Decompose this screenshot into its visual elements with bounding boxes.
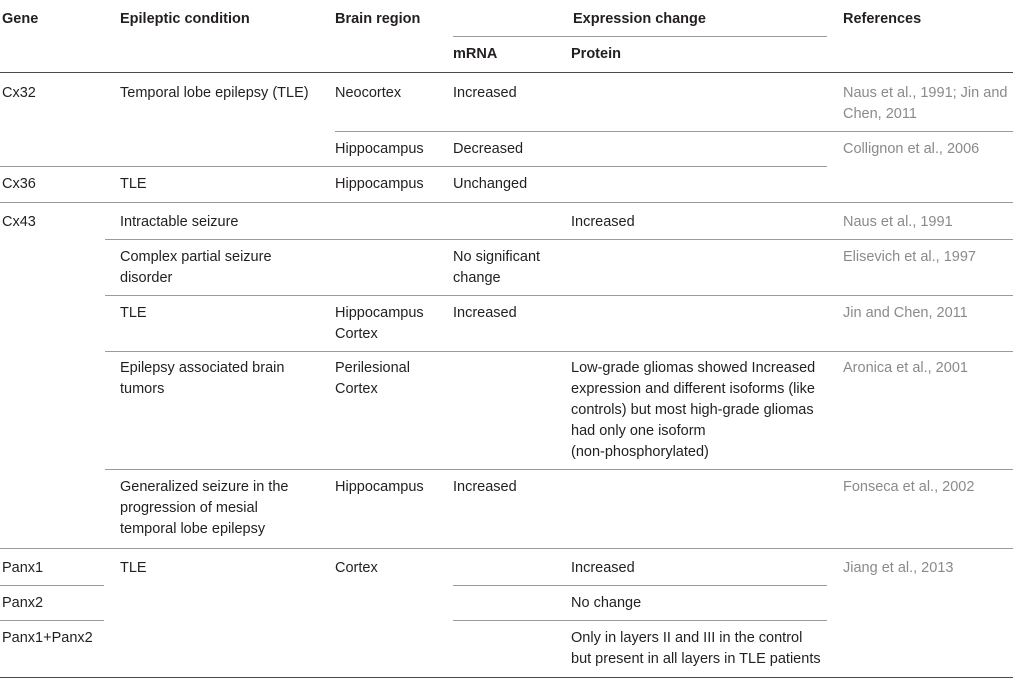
mrna-cell: Increased [453,479,517,495]
mrna-cell: Unchanged [453,176,528,192]
condition-cell: disorder [120,270,173,286]
header-epileptic-condition: Epileptic condition [120,11,250,27]
mrna-cell: No significant [453,249,541,265]
row-divider [453,585,827,586]
protein-cell: but present in all layers in TLE patients [571,651,821,667]
gene-cx43: Cx43 [2,214,36,230]
mrna-cell: change [453,270,501,286]
condition-cell: progression of mesial [120,500,258,516]
row-divider [335,131,1013,132]
protein-cell: had only one isoform [571,423,706,439]
gene-panx2: Panx2 [2,595,44,611]
mrna-cell: Increased [453,85,517,101]
row-divider [0,548,1013,549]
condition-cell: tumors [120,381,165,397]
mrna-cell: Increased [453,305,517,321]
mrna-cell: Decreased [453,141,524,157]
protein-cell: No change [571,595,642,611]
region-cell: Neocortex [335,85,402,101]
region-cell: Perilesional [335,360,410,376]
region-cell: Hippocampus [335,305,424,321]
expression-subheader-rule [453,36,827,37]
condition-cell: TLE [120,305,147,321]
row-divider [0,620,104,621]
reference-cell: Collignon et al., 2006 [843,141,980,157]
reference-cell: Jin and Chen, 2011 [843,305,968,321]
reference-cell: Aronica et al., 2001 [843,360,968,376]
reference-cell: Jiang et al., 2013 [843,560,954,576]
region-cell: Hippocampus [335,176,424,192]
row-divider [105,469,1013,470]
header-protein: Protein [571,46,621,62]
gene-cx36: Cx36 [2,176,36,192]
table-bottom-rule [0,677,1013,678]
protein-cell: Low-grade gliomas showed Increased [571,360,816,376]
region-cell: Cortex [335,326,378,342]
reference-cell: Elisevich et al., 1997 [843,249,976,265]
header-expression-change: Expression change [573,11,706,27]
protein-cell: Increased [571,560,635,576]
gene-panx1-panx2: Panx1+Panx2 [2,630,93,646]
header-gene: Gene [2,11,39,27]
row-divider [105,295,1013,296]
condition-cell: Temporal lobe epilepsy (TLE) [120,85,309,101]
header-mrna: mRNA [453,46,498,62]
condition-cell: temporal lobe epilepsy [120,521,266,537]
row-divider [105,351,1013,352]
condition-cell: TLE [120,176,147,192]
region-cell: Cortex [335,381,378,397]
condition-cell: TLE [120,560,147,576]
row-divider [0,202,1013,203]
reference-cell: Chen, 2011 [843,106,917,122]
reference-cell: Naus et al., 1991; Jin and [843,85,1008,101]
row-divider [0,166,827,167]
reference-cell: Fonseca et al., 2002 [843,479,975,495]
row-divider [0,585,104,586]
header-rule [0,72,1013,73]
row-divider [105,239,1013,240]
protein-cell: controls) but most high-grade gliomas [571,402,814,418]
condition-cell: Complex partial seizure [120,249,272,265]
reference-cell: Naus et al., 1991 [843,214,953,230]
protein-cell: Only in layers II and III in the control [571,630,803,646]
region-cell: Hippocampus [335,141,424,157]
protein-cell: expression and different isoforms (like [571,381,815,397]
gene-panx1: Panx1 [2,560,44,576]
condition-cell: Intractable seizure [120,214,239,230]
condition-cell: Generalized seizure in the [120,479,289,495]
gene-cx32: Cx32 [2,85,36,101]
protein-cell: Increased [571,214,635,230]
condition-cell: Epilepsy associated brain [120,360,285,376]
protein-cell: (non-phosphorylated) [571,444,709,460]
region-cell: Cortex [335,560,378,576]
header-references: References [843,11,922,27]
row-divider [453,620,827,621]
region-cell: Hippocampus [335,479,424,495]
header-brain-region: Brain region [335,11,421,27]
